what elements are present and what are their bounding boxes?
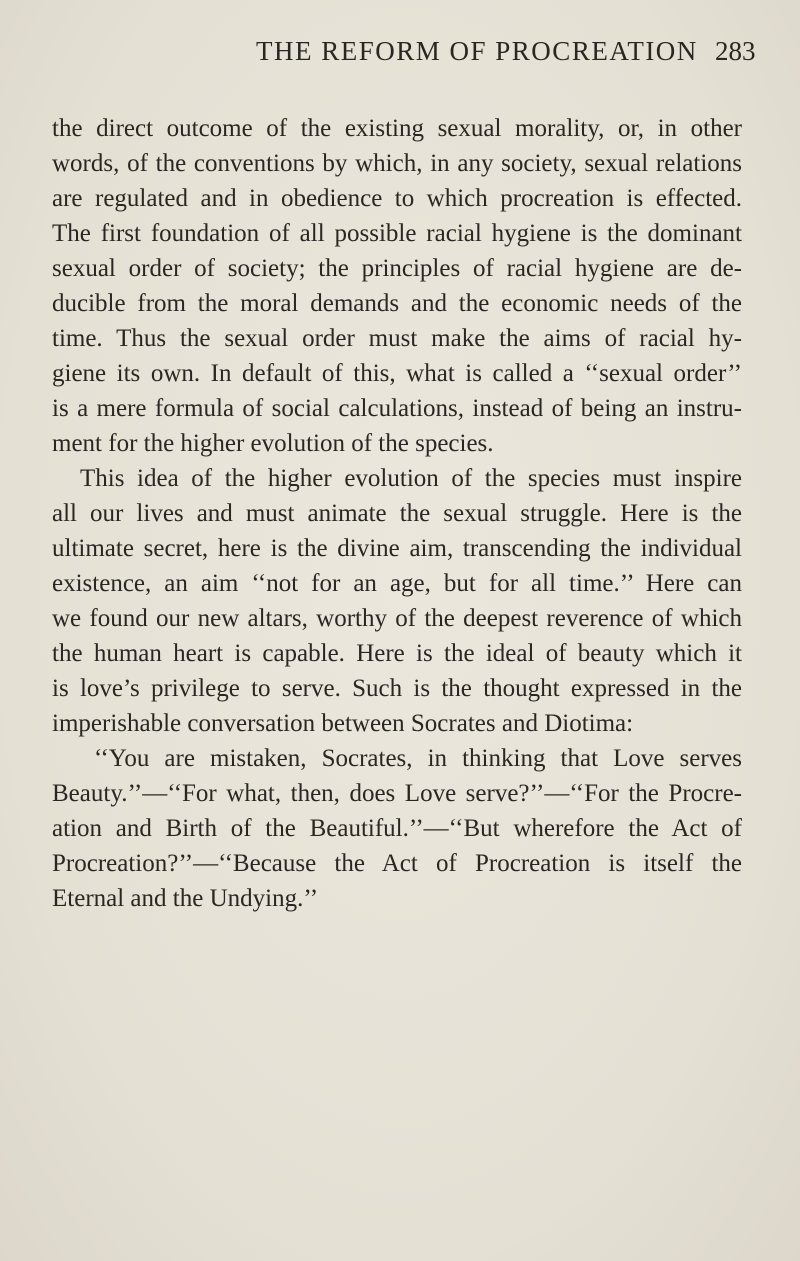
text-line: Procreation?’’—‘‘Because the Act of Procreation is itself the <box>52 850 742 877</box>
text-line: The first foundation of all possible racial hygiene is the dominant <box>52 220 742 247</box>
text-line: giene its own. In default of this, what is called a ‘‘sexual order’’ <box>52 360 742 387</box>
text-line: Eternal and the Undying.’’ <box>52 885 319 912</box>
text-line: ment for the higher evolution of the species. <box>52 430 494 457</box>
text-line: This idea of the higher evolution of the species must inspire <box>80 465 742 492</box>
page-number: 283 <box>715 36 756 66</box>
body-text <box>52 111 742 916</box>
text-line: ducible from the moral demands and the economic needs of the <box>52 290 742 317</box>
text-line: all our lives and must animate the sexual struggle. Here is the <box>52 500 742 527</box>
running-head <box>0 36 800 76</box>
text-line: are regulated and in obedience to which procreation is effected. <box>52 185 742 212</box>
text-line: Beauty.’’—‘‘For what, then, does Love serve?’’—‘‘For the Procre- <box>52 780 742 807</box>
text-line: is love’s privilege to serve. Such is the thought expressed in the <box>52 675 742 702</box>
text-line: ‘‘You are mistaken, Socrates, in thinking that Love serves <box>94 745 742 772</box>
text-line: existence, an aim ‘‘not for an age, but for all time.’’ Here can <box>52 570 742 597</box>
text-line: ultimate secret, here is the divine aim, transcending the individual <box>52 535 742 562</box>
text-line: imperishable conversation between Socrates and Diotima: <box>52 710 634 737</box>
text-line: the direct outcome of the existing sexual morality, or, in other <box>52 115 742 142</box>
running-title: THE REFORM OF PROCREATION <box>256 36 698 66</box>
text-line: is a mere formula of social calculations, instead of being an instru- <box>52 395 742 422</box>
text-line: words, of the conventions by which, in any society, sexual relations <box>52 150 742 177</box>
text-line: the human heart is capable. Here is the ideal of beauty which it <box>52 640 742 667</box>
text-line: sexual order of society; the principles of racial hygiene are de- <box>52 255 742 282</box>
text-line: ation and Birth of the Beautiful.’’—‘‘But wherefore the Act of <box>52 815 742 842</box>
text-line: we found our new altars, worthy of the deepest reverence of which <box>52 605 742 632</box>
text-line: time. Thus the sexual order must make the aims of racial hy- <box>52 325 742 352</box>
